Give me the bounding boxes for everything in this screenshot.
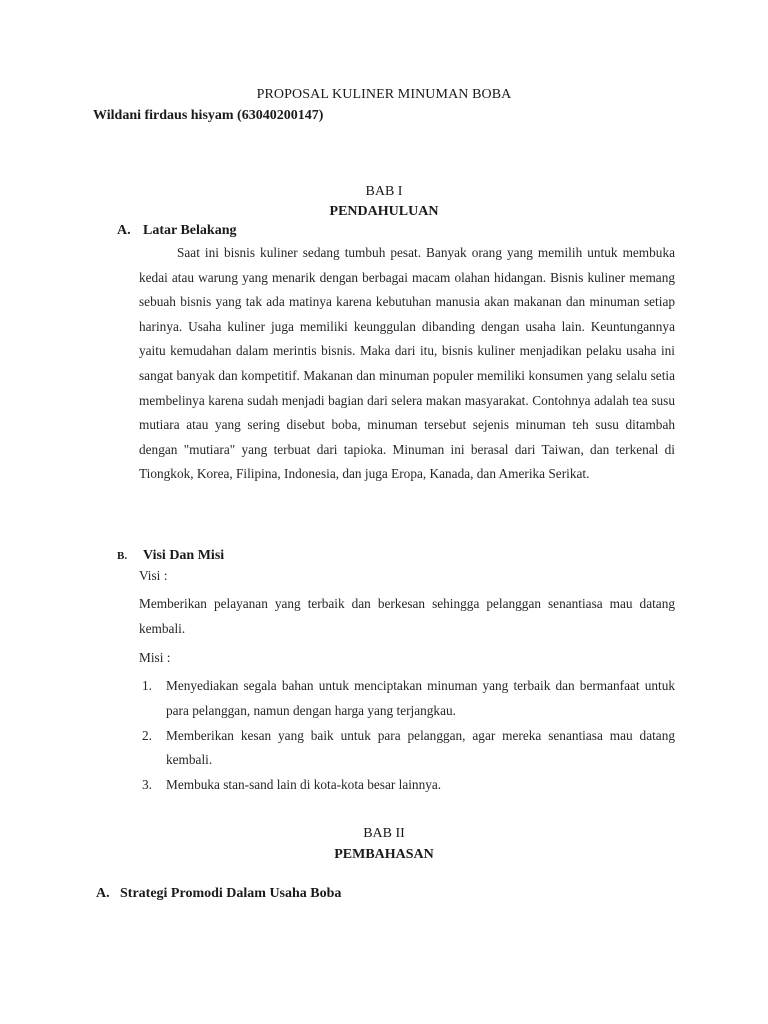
- section-heading-strategi-promodi: [96, 886, 341, 902]
- visi-label: Visi :: [139, 568, 168, 583]
- section-heading-visi-misi: [117, 548, 224, 564]
- section-title: Strategi Promodi Dalam Usaha Boba: [120, 886, 342, 901]
- latar-belakang-paragraph: Saat ini bisnis kuliner sedang tumbuh pesat. Banyak orang yang memilih untuk membuka kedai atau warung yang menarik dengan berbagai macam olahan hidangan. Bisnis kuliner memang sebuah bisnis yang tak ada matinya karena kebutuhan manusia akan makanan dan minuman setiap harinya. Usaha kuliner juga memiliki keunggulan dibanding dengan usaha lain. Keuntungannya yaitu kemudahan dalam merintis bisnis. Maka dari itu, bisnis kuliner menjadikan pelaku usaha ini sangat banyak dan kompetitif. Makanan dan minuman populer memiliki konsumen yang selalu setia membelinya karena sudah menjadi bagian dari selera makan masyarakat. Contohnya adalah tea susu mutiara atau yang sering disebut boba, minuman tersebut sejenis minuman teh susu ditambah dengan "mutiara" yang terbuat dari tapioka. Minuman ini berasal dari Taiwan, dan terkenal di Tiongkok, Korea, Filipina, Indonesia, dan juga Eropa, Kanada, dan Amerika Serikat.: [139, 245, 675, 482]
- list-number: 1.: [142, 678, 152, 693]
- chapter1-number: BAB I: [365, 184, 403, 199]
- section-marker: A.: [117, 223, 131, 238]
- section-title: Latar Belakang: [143, 223, 237, 238]
- section-title: Visi Dan Misi: [143, 548, 225, 563]
- document-title: PROPOSAL KULINER MINUMAN BOBA: [256, 87, 512, 102]
- chapter2-number: BAB II: [363, 826, 405, 841]
- visi-text: Memberikan pelayanan yang terbaik dan berkesan sehingga pelanggan senantiasa mau datang kembali.: [139, 596, 675, 636]
- chapter1-name: PENDAHULUAN: [329, 204, 439, 219]
- chapter2-name: PEMBAHASAN: [334, 847, 434, 862]
- list-item: [139, 674, 675, 724]
- list-text: Memberikan kesan yang baik untuk para pelanggan, agar mereka senantiasa mau datang kembali.: [166, 727, 675, 768]
- list-text: Menyediakan segala bahan untuk menciptakan minuman yang terbaik dan bermanfaat untuk para pelanggan, namun dengan harga yang terjangkau.: [166, 678, 675, 718]
- list-item: [139, 724, 675, 774]
- list-number: 3.: [142, 777, 152, 793]
- misi-list: [139, 674, 675, 798]
- section-heading-latar-belakang: [117, 223, 236, 239]
- list-item: [139, 773, 675, 798]
- section-marker: B.: [117, 550, 128, 562]
- list-text: Membuka stan-sand lain di kota-kota besar lainnya.: [166, 777, 442, 793]
- list-number: 2.: [142, 727, 152, 743]
- misi-label: Misi :: [139, 650, 171, 665]
- section-marker: A.: [96, 886, 110, 901]
- author-line: Wildani firdaus hisyam (63040200147): [93, 108, 324, 123]
